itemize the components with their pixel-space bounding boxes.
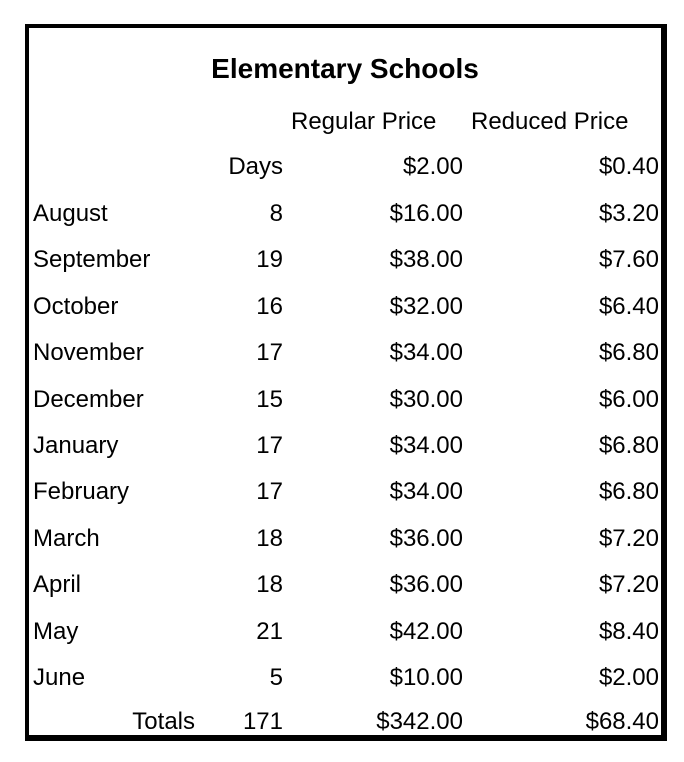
row-reduced: $6.00 <box>598 386 659 413</box>
row-month: May <box>33 618 79 645</box>
unit-price-reduced: $0.40 <box>598 153 659 180</box>
row-regular: $30.00 <box>389 386 463 413</box>
row-days: 21 <box>256 618 283 645</box>
row-reduced: $8.40 <box>598 618 659 645</box>
table-title: Elementary Schools <box>211 53 479 84</box>
row-reduced: $6.80 <box>598 478 659 505</box>
row-reduced: $6.80 <box>598 339 659 366</box>
row-regular: $34.00 <box>389 432 463 459</box>
header-days: Days <box>228 153 283 180</box>
totals-reduced: $68.40 <box>585 708 659 735</box>
row-days: 17 <box>256 432 283 459</box>
totals-regular: $342.00 <box>376 708 463 735</box>
row-days: 19 <box>256 246 283 273</box>
row-regular: $16.00 <box>389 200 463 227</box>
price-table <box>25 24 667 741</box>
row-month: August <box>33 200 108 227</box>
row-month: October <box>33 293 119 320</box>
unit-price-regular: $2.00 <box>402 153 463 180</box>
row-reduced: $6.40 <box>598 293 659 320</box>
row-month: June <box>33 664 86 691</box>
row-days: 8 <box>269 200 283 227</box>
row-regular: $38.00 <box>389 246 463 273</box>
row-month: April <box>33 571 82 598</box>
row-month: January <box>33 432 119 459</box>
row-reduced: $7.20 <box>598 525 659 552</box>
row-days: 15 <box>256 386 283 413</box>
row-regular: $32.00 <box>389 293 463 320</box>
row-month: December <box>33 386 144 413</box>
row-regular: $36.00 <box>389 571 463 598</box>
totals-label: Totals <box>132 708 195 735</box>
header-regular-price: Regular Price <box>291 108 437 135</box>
row-days: 16 <box>256 293 283 320</box>
row-regular: $34.00 <box>389 339 463 366</box>
row-days: 17 <box>256 339 283 366</box>
row-days: 18 <box>256 571 283 598</box>
header-reduced-price: Reduced Price <box>471 108 629 135</box>
row-days: 5 <box>269 664 283 691</box>
row-reduced: $3.20 <box>598 200 659 227</box>
row-regular: $36.00 <box>389 525 463 552</box>
row-days: 17 <box>256 478 283 505</box>
row-month: February <box>33 478 130 505</box>
totals-days: 171 <box>242 708 283 735</box>
row-reduced: $7.20 <box>598 571 659 598</box>
row-month: March <box>33 525 100 552</box>
row-reduced: $2.00 <box>598 664 659 691</box>
row-reduced: $7.60 <box>598 246 659 273</box>
row-regular: $34.00 <box>389 478 463 505</box>
row-reduced: $6.80 <box>598 432 659 459</box>
row-regular: $10.00 <box>389 664 463 691</box>
row-month: November <box>33 339 144 366</box>
row-regular: $42.00 <box>389 618 463 645</box>
row-days: 18 <box>256 525 283 552</box>
row-month: September <box>33 246 151 273</box>
